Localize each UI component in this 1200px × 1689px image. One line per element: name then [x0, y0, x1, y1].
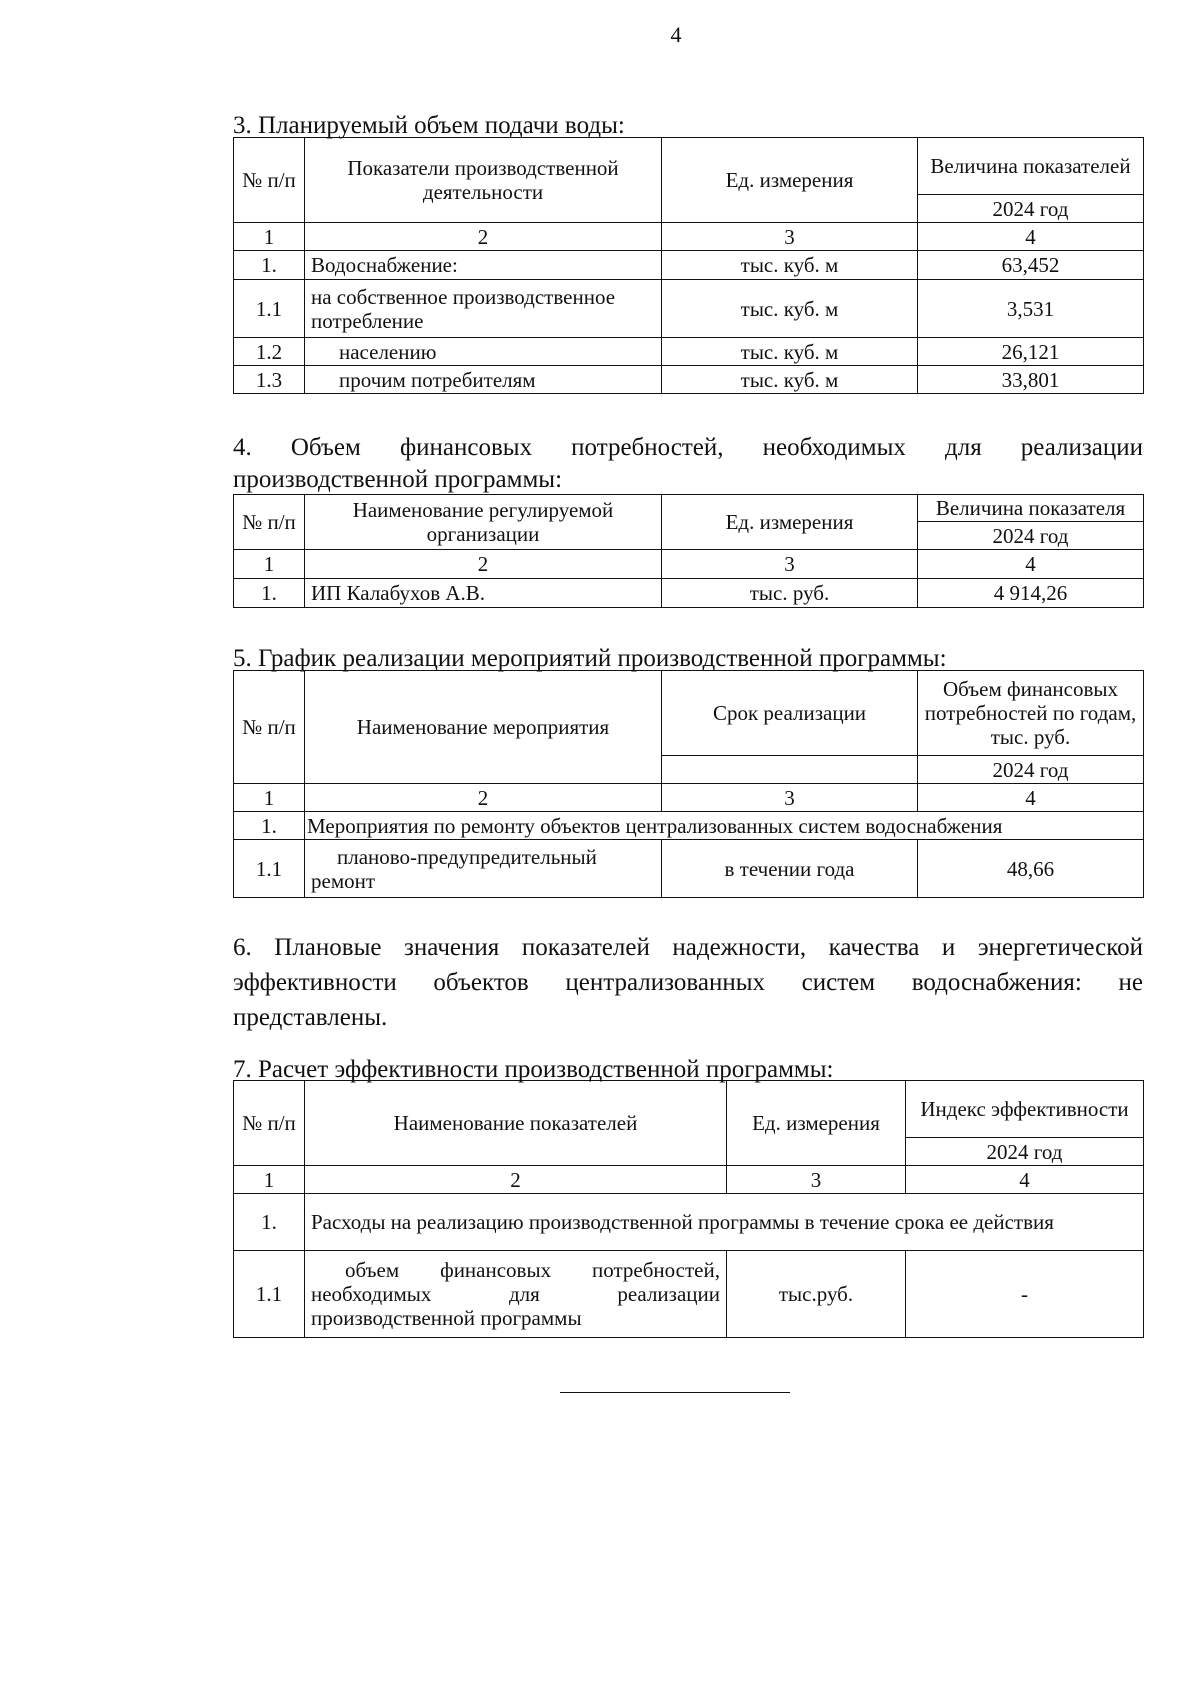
header-finance: Объем финансовых потребностей по годам, тыс. руб.	[918, 671, 1144, 756]
col-number: 4	[918, 223, 1144, 251]
group-row	[234, 1194, 1144, 1251]
col-number: 4	[918, 784, 1144, 812]
row-unit: тыс. куб. м	[662, 251, 918, 280]
col-number: 1	[234, 223, 305, 251]
row-num: 1.1	[234, 840, 305, 898]
row-num: 1.1	[234, 280, 305, 338]
row-value: 26,121	[918, 338, 1144, 366]
header-num: № п/п	[234, 138, 305, 223]
col-number: 4	[918, 550, 1144, 579]
table-row	[234, 280, 1144, 338]
header-index: Индекс эффективности	[906, 1081, 1144, 1138]
group-row	[234, 812, 1144, 840]
row-num: 1.	[234, 1194, 305, 1251]
table-row	[234, 1251, 1144, 1338]
row-num: 1.3	[234, 366, 305, 394]
header-unit: Ед. измерения	[662, 138, 918, 223]
header-term: Срок реализации	[662, 671, 918, 756]
schedule-table	[233, 670, 1144, 898]
header-indicator: Наименование показателей	[305, 1081, 727, 1166]
section3-title: 3. Планируемый объем подачи воды:	[233, 112, 625, 139]
row-value: 33,801	[918, 366, 1144, 394]
col-number: 2	[305, 223, 662, 251]
col-number: 1	[234, 550, 305, 579]
row-value: 63,452	[918, 251, 1144, 280]
table-row	[234, 579, 1144, 608]
header-num: № п/п	[234, 1081, 305, 1166]
col-number: 3	[662, 784, 918, 812]
header-year: 2024 год	[918, 756, 1144, 784]
section7-title: 7. Расчет эффективности производственной программы:	[233, 1056, 834, 1083]
col-number: 3	[662, 550, 918, 579]
row-unit: тыс. руб.	[662, 579, 918, 608]
row-value: 4 914,26	[918, 579, 1144, 608]
row-term: в течении года	[662, 840, 918, 898]
header-measure: Наименование мероприятия	[305, 671, 662, 784]
col-number: 2	[305, 784, 662, 812]
header-unit: Ед. измерения	[662, 495, 918, 550]
group-name: Расходы на реализацию производственной программы в течение срока ее действия	[305, 1194, 1144, 1251]
row-name: населению	[305, 338, 662, 366]
col-number: 4	[906, 1166, 1144, 1194]
row-name: ИП Калабухов А.В.	[305, 579, 662, 608]
row-unit: тыс. куб. м	[662, 366, 918, 394]
header-unit: Ед. измерения	[727, 1081, 906, 1166]
table-row	[234, 251, 1144, 280]
header-org: Наименование регулируемой организации	[305, 495, 662, 550]
col-number: 1	[234, 784, 305, 812]
header-value: Величина показателей	[918, 138, 1144, 195]
section4-title: 4. Объем финансовых потребностей, необходимых для реализации производственной программы:	[233, 434, 1143, 493]
closing-divider	[560, 1392, 790, 1393]
header-num: № п/п	[234, 495, 305, 550]
col-number: 3	[662, 223, 918, 251]
col-number: 2	[305, 1166, 727, 1194]
header-value: Величина показателя	[918, 495, 1144, 522]
header-year: 2024 год	[918, 195, 1144, 223]
table-row	[234, 840, 1144, 898]
efficiency-table	[233, 1080, 1144, 1338]
row-value: 48,66	[918, 840, 1144, 898]
col-number: 1	[234, 1166, 305, 1194]
row-name: на собственное производственное потребление	[305, 280, 662, 338]
row-name: объем финансовых потребностей, необходимых для реализации производственной программы	[305, 1251, 727, 1338]
col-number: 3	[727, 1166, 906, 1194]
row-unit: тыс. куб. м	[662, 338, 918, 366]
header-year: 2024 год	[918, 522, 1144, 550]
col-number: 2	[305, 550, 662, 579]
row-unit: тыс.руб.	[727, 1251, 906, 1338]
row-num: 1.1	[234, 1251, 305, 1338]
row-num: 1.	[234, 812, 305, 840]
row-value: 3,531	[918, 280, 1144, 338]
finance-needs-table	[233, 494, 1144, 608]
section6-text: 6. Плановые значения показателей надежности, качества и энергетической эффективности объектов централизованных систем водоснабжения: не представлены.	[233, 934, 1143, 1031]
header-empty-cell	[662, 756, 918, 784]
row-num: 1.2	[234, 338, 305, 366]
row-num: 1.	[234, 251, 305, 280]
page-number: 4	[670, 22, 682, 47]
header-indicator: Показатели производственной деятельности	[305, 138, 662, 223]
table-row	[234, 338, 1144, 366]
header-num: № п/п	[234, 671, 305, 784]
row-name: планово-предупредительный ремонт	[305, 840, 662, 898]
row-num: 1.	[234, 579, 305, 608]
row-unit: тыс. куб. м	[662, 280, 918, 338]
section5-title: 5. График реализации мероприятий производственной программы:	[233, 645, 947, 672]
table-row	[234, 366, 1144, 394]
row-value: -	[906, 1251, 1144, 1338]
row-name: прочим потребителям	[305, 366, 662, 394]
row-name: Водоснабжение:	[305, 251, 662, 280]
header-year: 2024 год	[906, 1138, 1144, 1166]
group-name: Мероприятия по ремонту объектов централизованных систем водоснабжения	[305, 812, 1144, 840]
water-supply-table	[233, 137, 1144, 394]
